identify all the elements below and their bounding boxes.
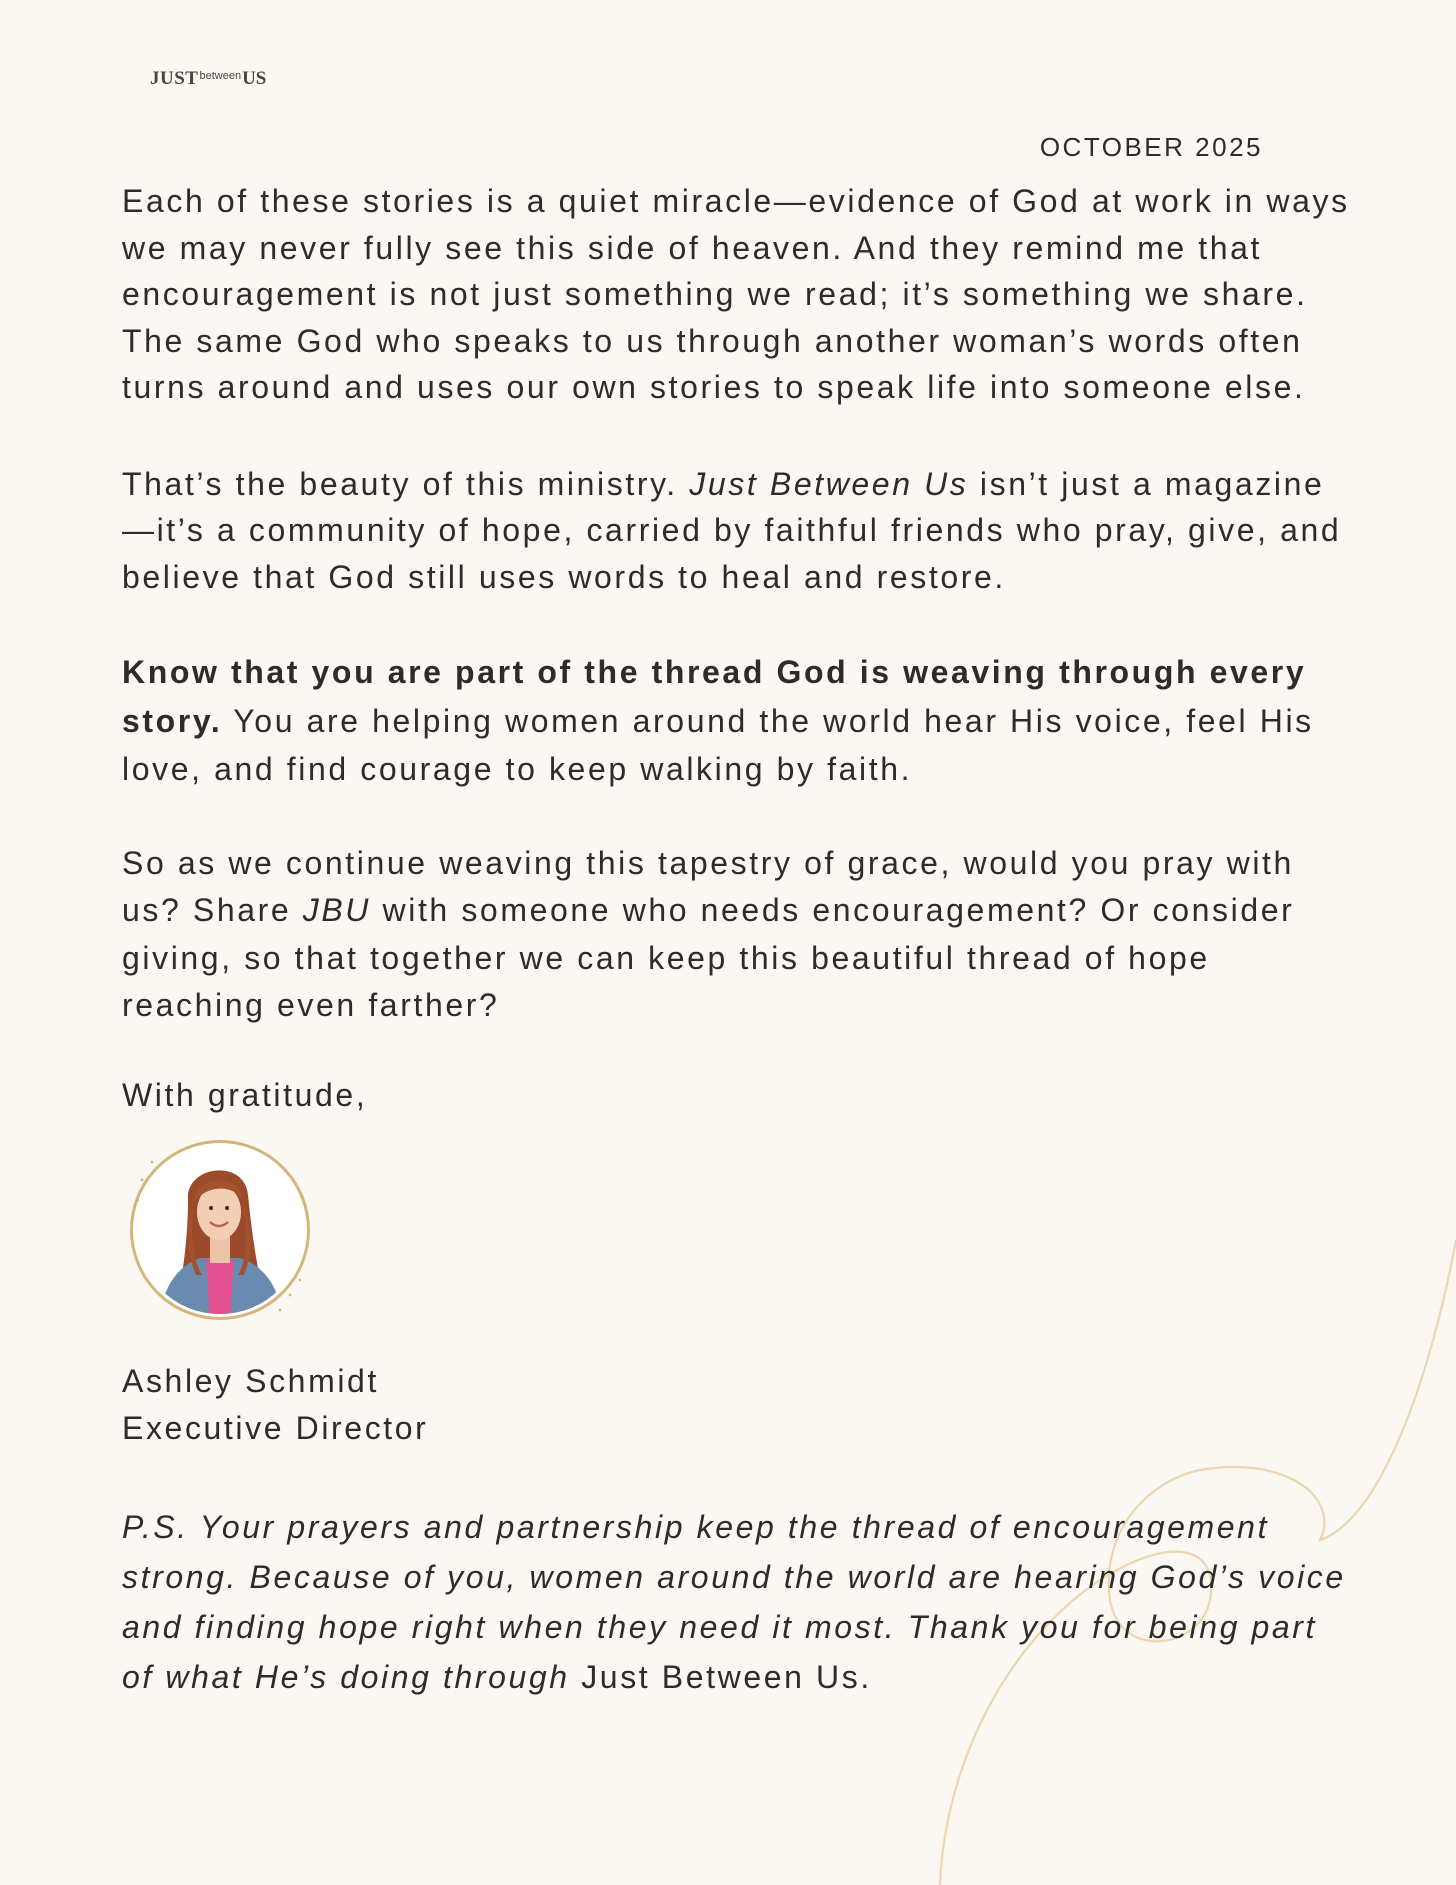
paragraph-3 bbox=[122, 648, 1352, 794]
signature-block bbox=[122, 1358, 1352, 1452]
letter-body bbox=[122, 178, 1352, 1734]
logo-part-just: JUST bbox=[150, 68, 199, 89]
postscript-italic-text: P.S. Your prayers and partnership keep the thread of encouragement strong. Because of you, women around the world are hearing God’s voice and finding hope right when they need it most. Thank you for being part of what He’s doing through bbox=[122, 1509, 1346, 1695]
magazine-title: Just Between Us bbox=[689, 465, 969, 502]
portrait-image bbox=[130, 1140, 310, 1320]
signer-title: Executive Director bbox=[122, 1410, 429, 1446]
logo-part-between: between bbox=[199, 70, 242, 82]
signer-name: Ashley Schmidt bbox=[122, 1363, 379, 1399]
logo-part-us: US bbox=[242, 68, 267, 89]
postscript-magazine-name: Just Between Us. bbox=[569, 1659, 872, 1695]
avatar bbox=[130, 1140, 310, 1320]
just-between-us-logo bbox=[150, 68, 266, 90]
paragraph-2 bbox=[122, 461, 1352, 601]
jbu-abbrev: JBU bbox=[302, 892, 372, 928]
closing-line: With gratitude, bbox=[122, 1076, 368, 1113]
paragraph-3-bold-lead: Know that you are part of the thread God is weaving through every story. bbox=[122, 654, 1307, 739]
paragraph-1: Each of these stories is a quiet miracle—evidence of God at work in ways we may never fully see this side of heaven. And they remind me that encouragement is not just something we read; it’s something we share. The same God who speaks to us through another woman’s words often turns around and uses our own stories to speak life into someone else. bbox=[122, 183, 1350, 405]
paragraph-4-text-start: So as we continue weaving this tapestry of grace, would you pray with us? Share bbox=[122, 844, 1294, 928]
letter-date: OCTOBER 2025 bbox=[1039, 132, 1263, 162]
paragraph-4 bbox=[122, 840, 1352, 1030]
paragraph-2-text-end: isn’t just a magazine—it’s a community of hope, carried by faithful friends who pray, give, and believe that God still uses words to heal and restore. bbox=[122, 465, 1342, 595]
paragraph-4-text-end: with someone who needs encouragement? Or consider giving, so that together we can keep this beautiful thread of hope reaching even farther? bbox=[122, 892, 1295, 1023]
postscript bbox=[122, 1502, 1352, 1702]
paragraph-3-text: You are helping women around the world hear His voice, feel His love, and find courage to keep walking by faith. bbox=[122, 702, 1314, 787]
paragraph-2-text-start: That’s the beauty of this ministry. bbox=[122, 465, 690, 502]
